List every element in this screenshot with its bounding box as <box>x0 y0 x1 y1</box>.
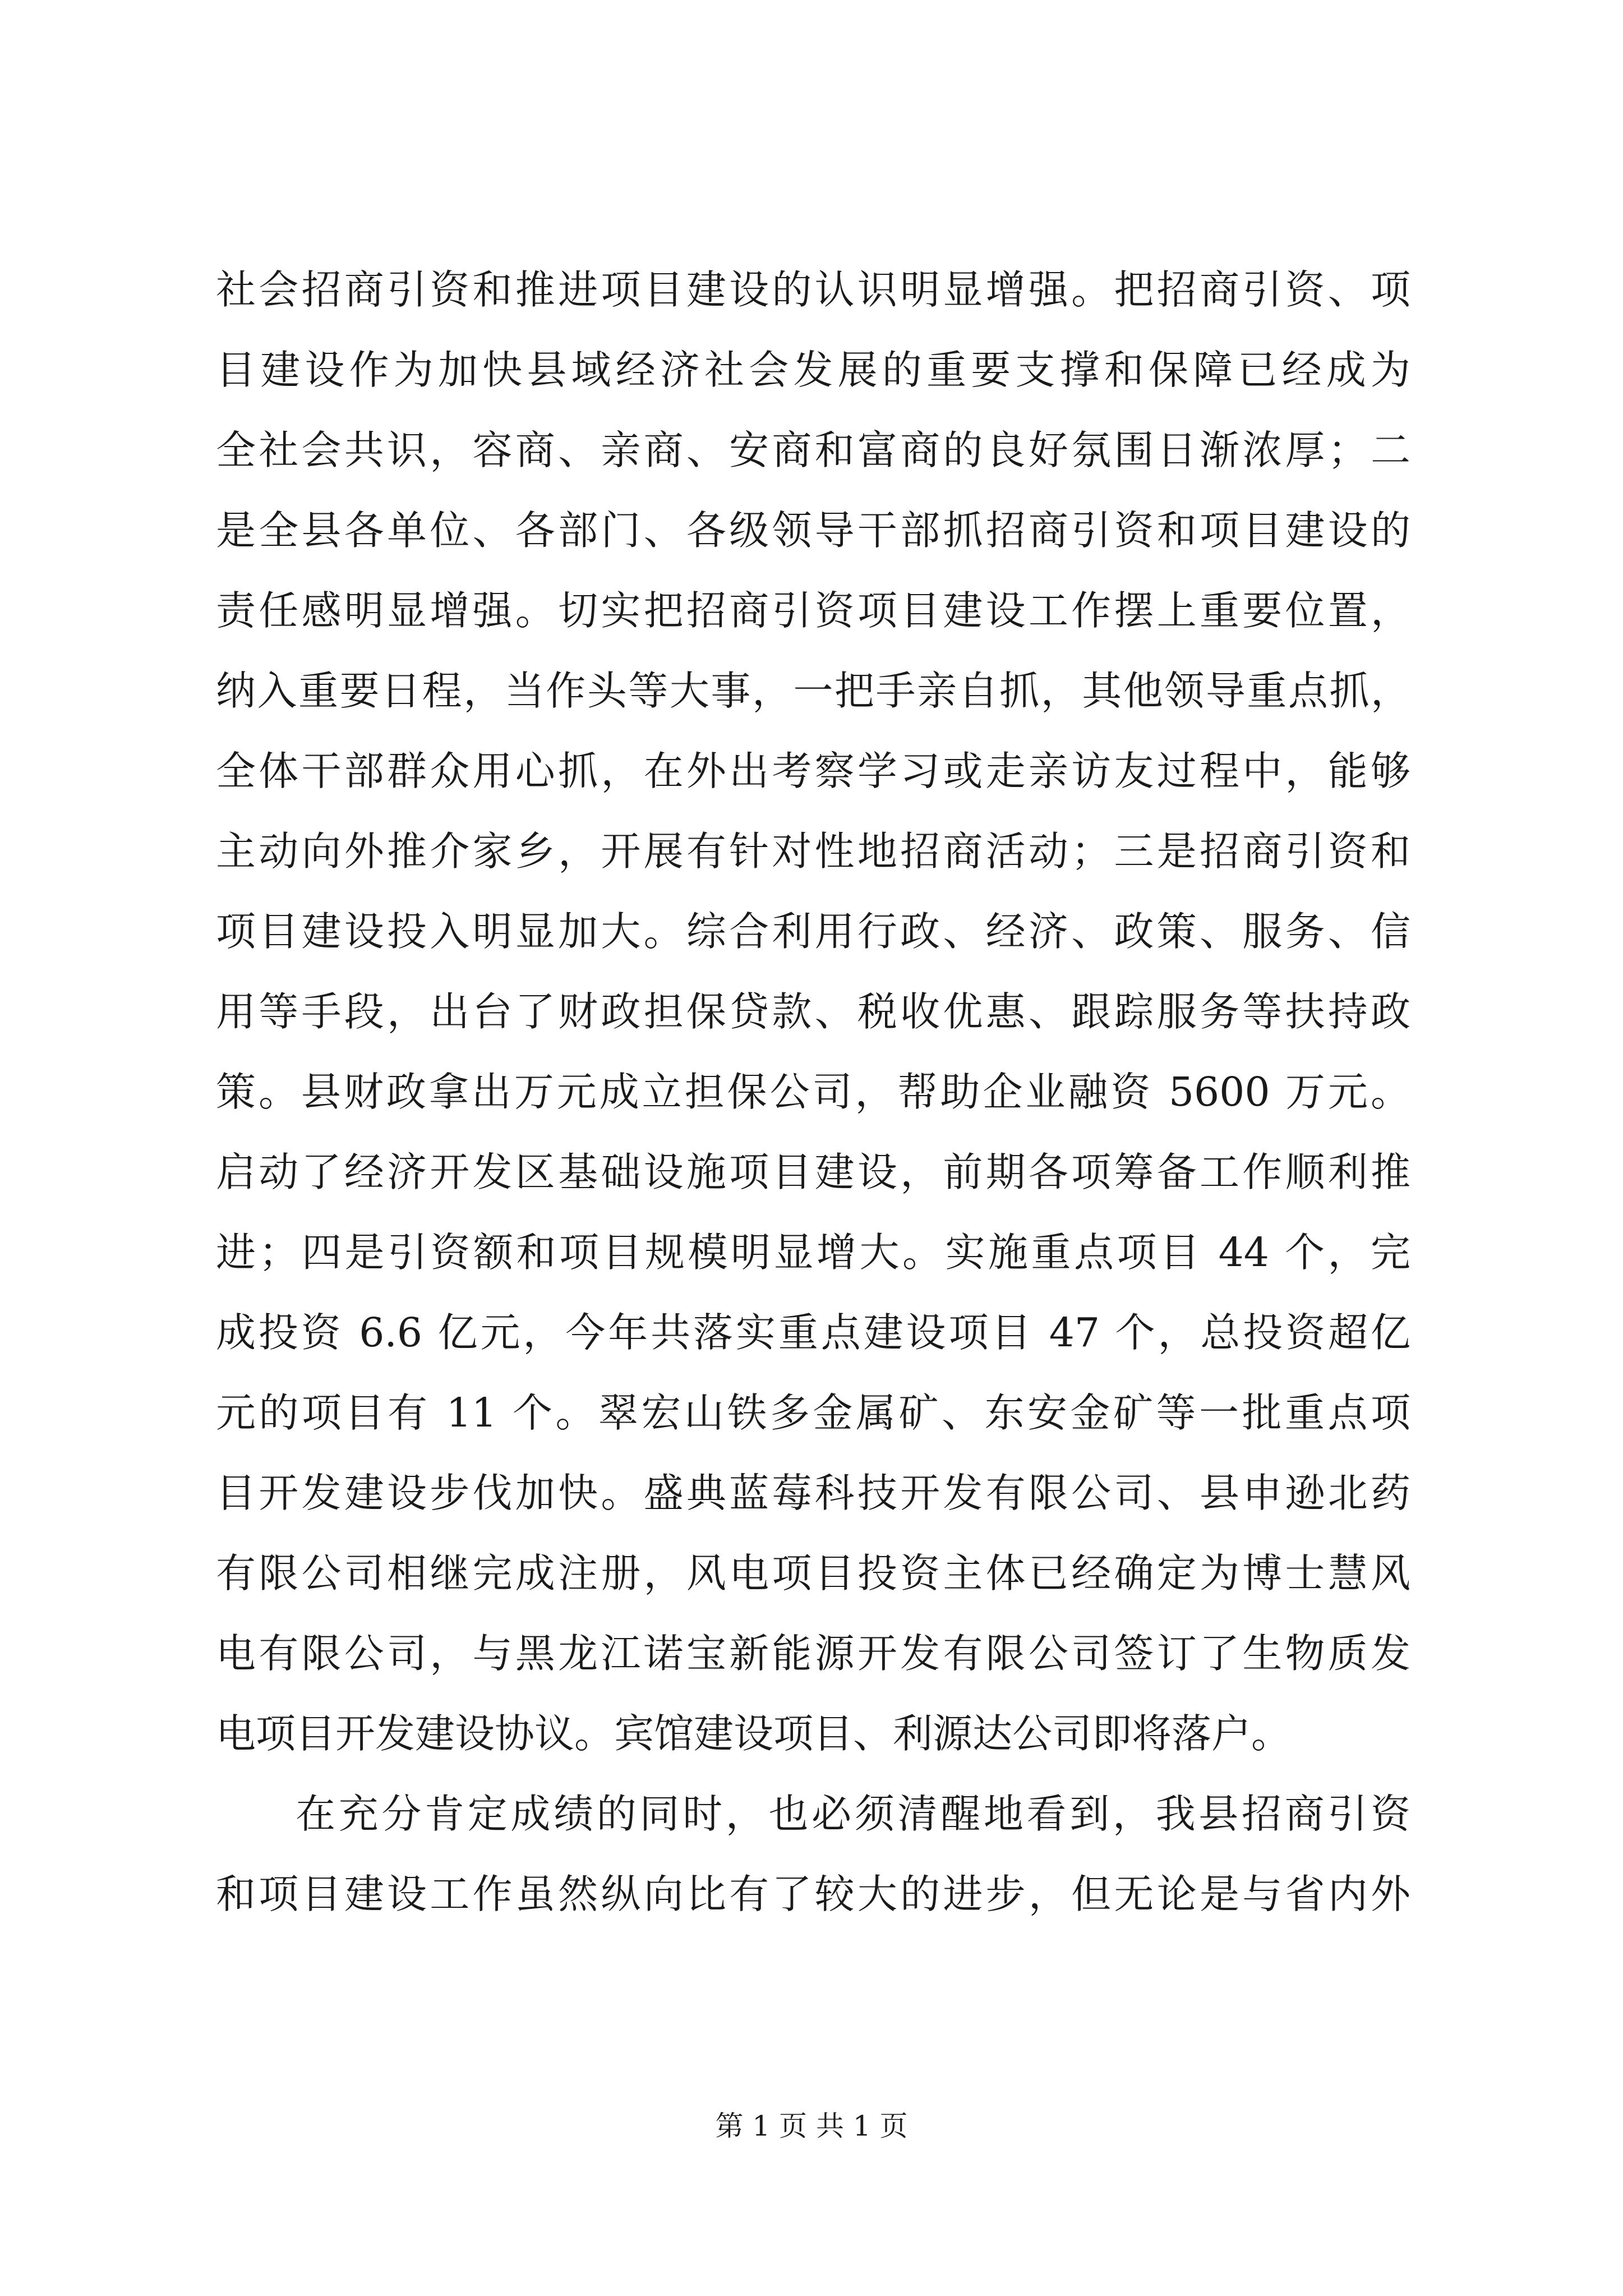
text-line: 有限公司相继完成注册，风电项目投资主体已经确定为博士慧风 <box>216 1550 1410 1596</box>
text-line: 策。县财政拿出万元成立担保公司，帮助企业融资 5600 万元。 <box>216 1069 1410 1115</box>
document-body <box>216 250 1410 1934</box>
text-line: 电有限公司，与黑龙江诺宝新能源开发有限公司签订了生物质发 <box>216 1630 1410 1677</box>
text-line: 纳入重要日程，当作头等大事，一把手亲自抓，其他领导重点抓， <box>216 668 1410 714</box>
text-line: 启动了经济开发区基础设施项目建设，前期各项筹备工作顺利推 <box>216 1149 1410 1195</box>
page-footer <box>0 2109 1623 2143</box>
text-line: 目开发建设步伐加快。盛典蓝莓科技开发有限公司、县申逊北药 <box>216 1470 1410 1516</box>
text-line: 全体干部群众用心抓，在外出考察学习或走亲访友过程中，能够 <box>216 748 1410 794</box>
page-number-label: 第 1 页 共 1 页 <box>715 2110 908 2142</box>
text-line: 责任感明显增强。切实把招商引资项目建设工作摆上重要位置， <box>216 587 1410 634</box>
text-line: 项目建设投入明显加大。综合利用行政、经济、政策、服务、信 <box>216 908 1410 955</box>
text-line: 进；四是引资额和项目规模明显增大。实施重点项目 44 个，完 <box>216 1229 1410 1276</box>
text-line: 成投资 6.6 亿元，今年共落实重点建设项目 47 个，总投资超亿 <box>216 1309 1410 1356</box>
text-line: 用等手段，出台了财政担保贷款、税收优惠、跟踪服务等扶持政 <box>216 988 1410 1035</box>
text-line: 主动向外推介家乡，开展有针对性地招商活动；三是招商引资和 <box>216 828 1410 875</box>
text-line: 和项目建设工作虽然纵向比有了较大的进步，但无论是与省内外 <box>216 1871 1410 1917</box>
text-line: 在充分肯定成绩的同时，也必须清醒地看到，我县招商引资 <box>296 1791 1410 1837</box>
text-line: 元的项目有 11 个。翠宏山铁多金属矿、东安金矿等一批重点项 <box>216 1389 1410 1436</box>
text-line: 是全县各单位、各部门、各级领导干部抓招商引资和项目建设的 <box>216 507 1410 554</box>
text-line: 电项目开发建设协议。宾馆建设项目、利源达公司即将落户。 <box>216 1710 1292 1757</box>
text-line: 社会招商引资和推进项目建设的认识明显增强。把招商引资、项 <box>216 266 1410 313</box>
text-line: 目建设作为加快县域经济社会发展的重要支撑和保障已经成为 <box>216 347 1410 393</box>
text-line: 全社会共识，容商、亲商、安商和富商的良好氛围日渐浓厚；二 <box>216 427 1410 473</box>
